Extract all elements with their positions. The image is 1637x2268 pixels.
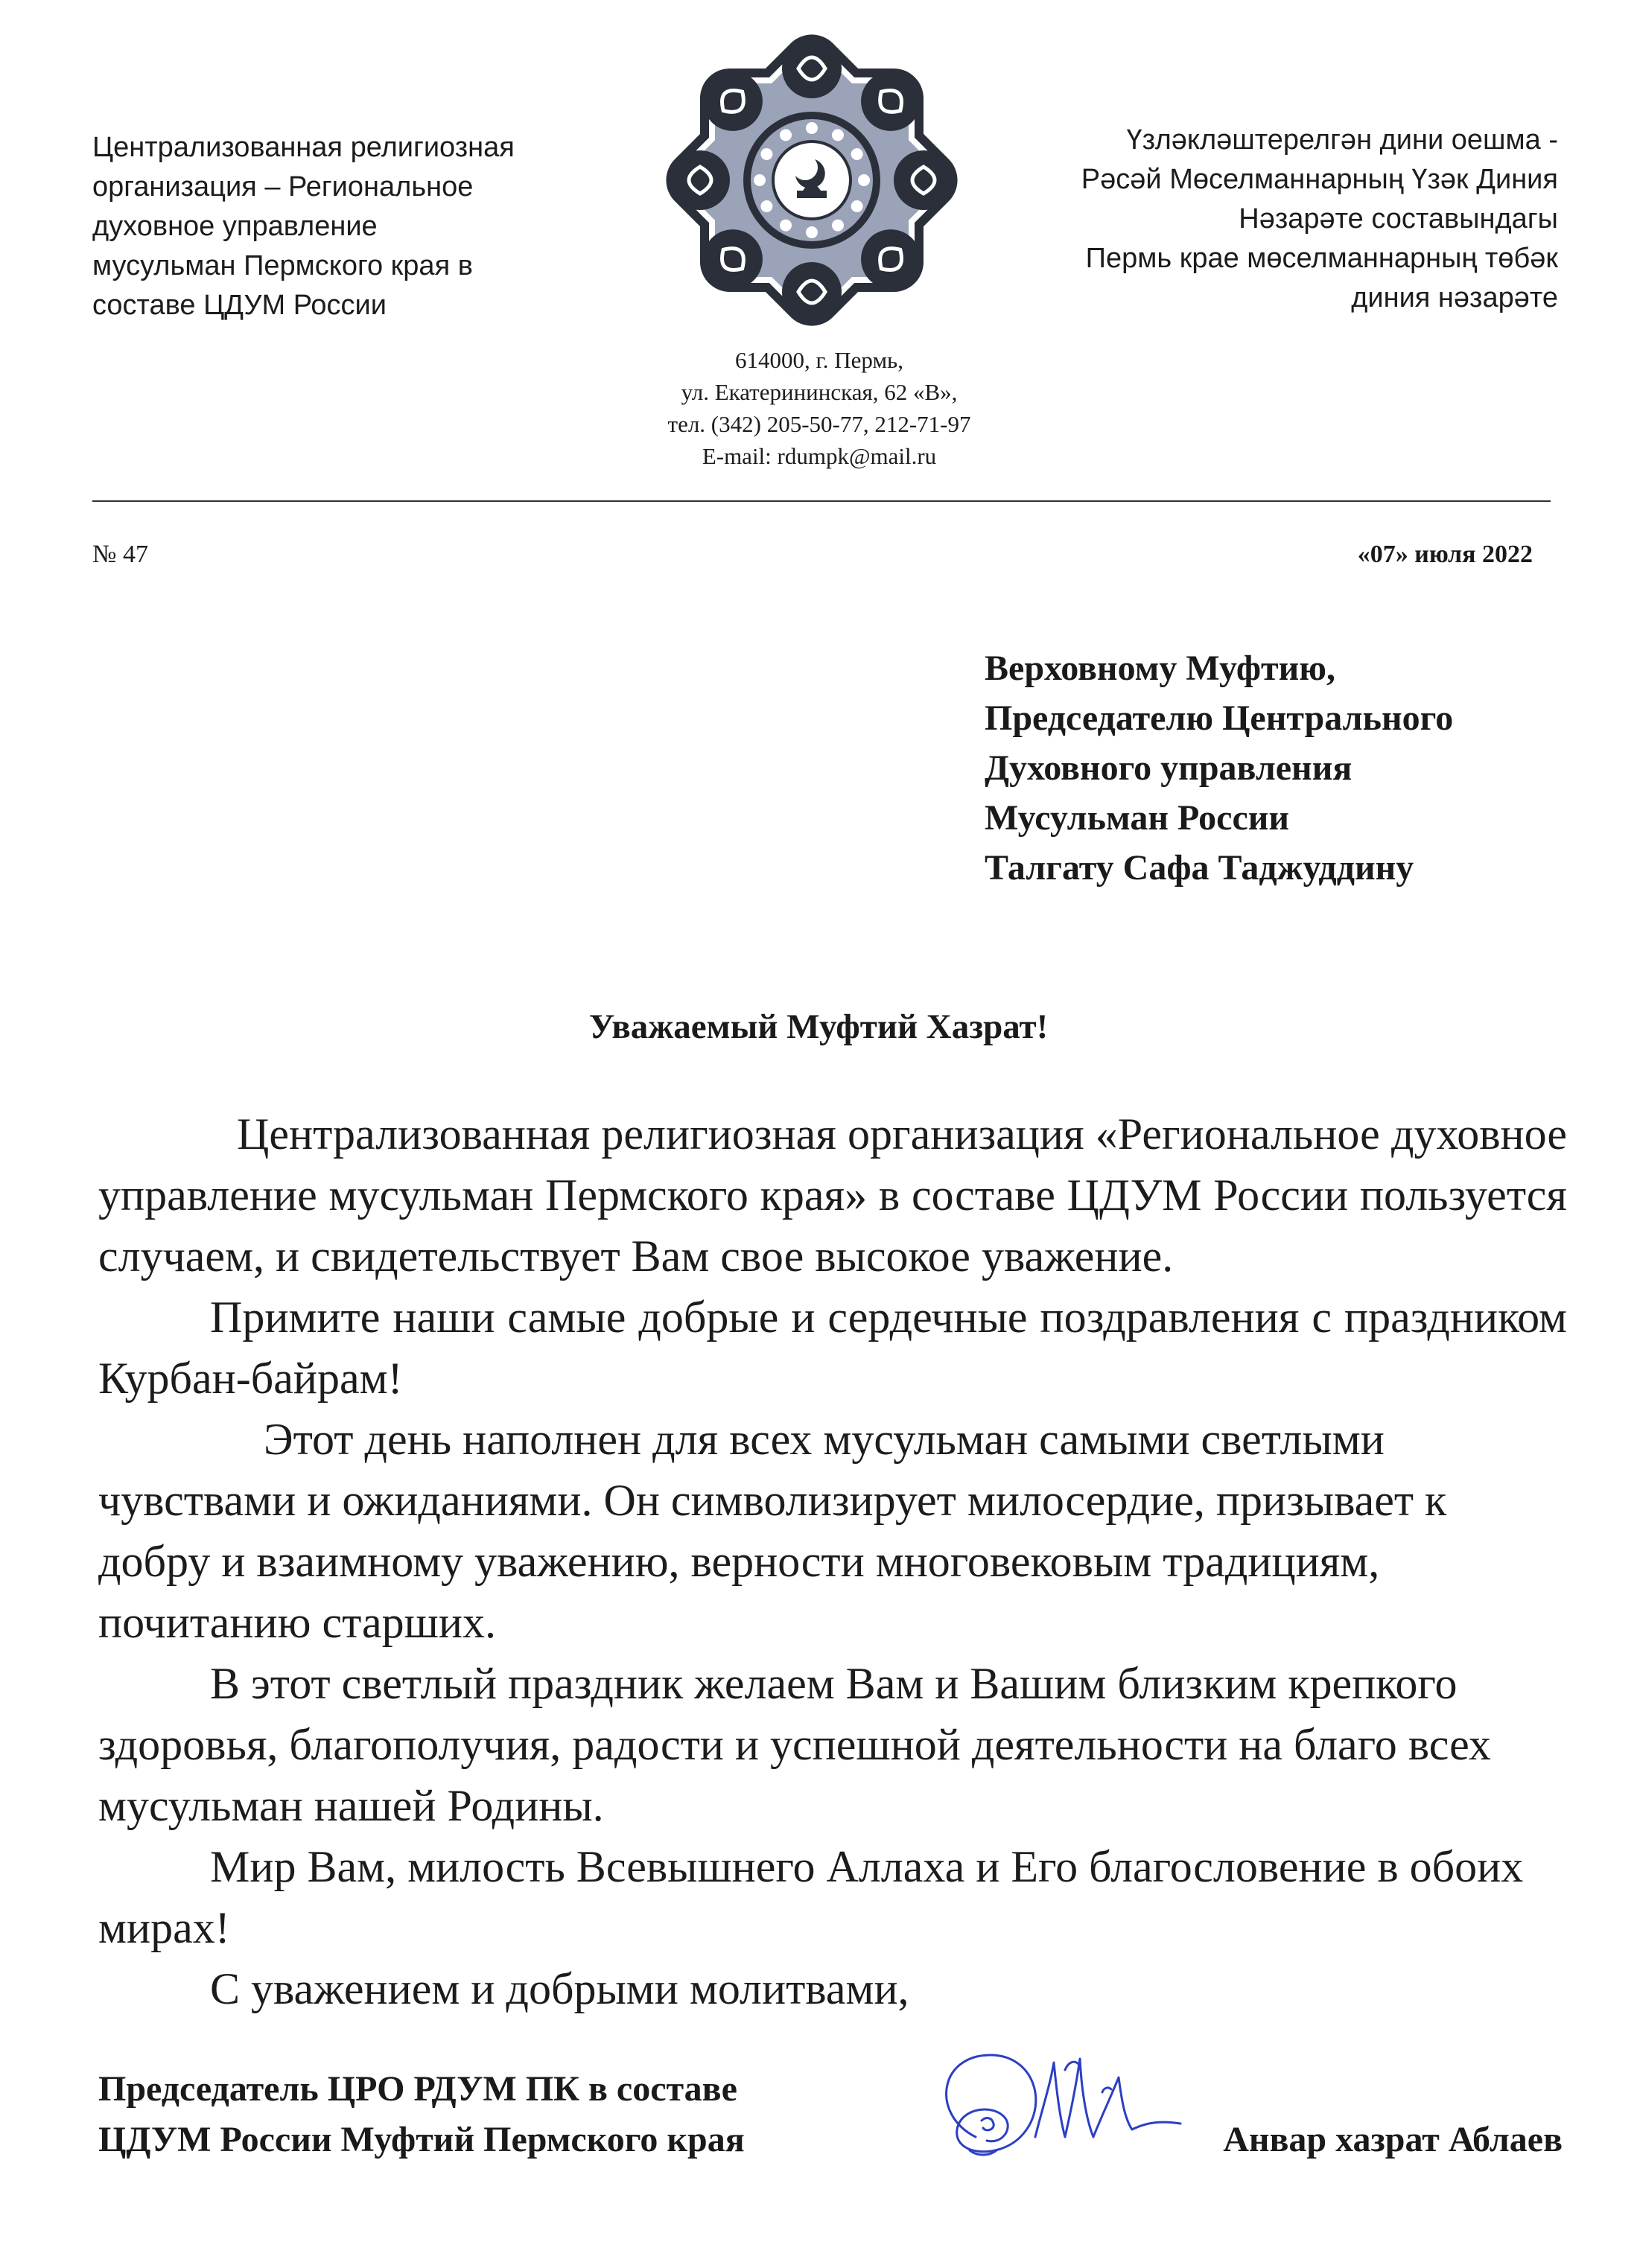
addressee-line: Председателю Центрального bbox=[985, 698, 1454, 738]
org-line: диния нәзарәте bbox=[1351, 282, 1558, 313]
addressee-line: Мусульман России bbox=[985, 798, 1290, 838]
address-line: тел. (342) 205-50-77, 212-71-97 bbox=[667, 411, 971, 437]
address-line: 614000, г. Пермь, bbox=[735, 347, 903, 373]
header-divider bbox=[92, 500, 1551, 502]
signer-title-line: Председатель ЦРО РДУМ ПК в составе bbox=[98, 2069, 737, 2109]
signer-title-line: ЦДУМ России Муфтий Пермского края bbox=[98, 2120, 745, 2159]
addressee-line: Верховному Муфтию, bbox=[985, 649, 1335, 688]
org-line: Централизованная религиозная bbox=[92, 132, 515, 163]
body-paragraph: Этот день наполнен для всех мусульман самыми светлыми чувствами и ожиданиями. Он символизирует милосердие, призывает к добру и взаимному уважению, верности многовековым традициям, почитанию старших. bbox=[98, 1415, 1447, 1647]
salutation: Уважаемый Муфтий Хазрат! bbox=[588, 1007, 1049, 1046]
org-line: организация – Региональное bbox=[92, 171, 474, 203]
body-paragraph: В этот светлый праздник желаем Вам и Вашим близким крепкого здоровья, благополучия, радости и успешной деятельности на благо всех мусульман нашей Родины. bbox=[98, 1659, 1491, 1830]
body-paragraph: Примите наши самые добрые и сердечные поздравления с праздником Курбан-байрам! bbox=[98, 1293, 1567, 1403]
organization-name-russian bbox=[92, 128, 614, 325]
org-line: Үзләкләштерелгән дини оешма - bbox=[1126, 124, 1558, 156]
closing-line: С уважением и добрыми молитвами, bbox=[210, 1964, 909, 2013]
signer-title bbox=[98, 2064, 745, 2165]
document-date: «07» июля 2022 bbox=[1357, 541, 1533, 568]
org-line: Рәсәй Мөселманнарның Үзәк Диния bbox=[1081, 164, 1558, 195]
addressee-line: Талгату Сафа Таджуддину bbox=[985, 848, 1414, 888]
addressee-block bbox=[985, 643, 1453, 893]
address-line: ул. Екатерининская, 62 «В», bbox=[681, 379, 958, 405]
signer-name: Анвар хазрат Аблаев bbox=[1223, 2120, 1563, 2159]
address-line: E-mail: rdumpk@mail.ru bbox=[702, 443, 937, 469]
org-line: мусульман Пермского края в bbox=[92, 250, 473, 281]
organization-name-tatar bbox=[992, 121, 1558, 318]
handwritten-signature-icon bbox=[924, 2025, 1207, 2189]
octagonal-ornament-emblem-icon bbox=[655, 24, 968, 337]
letter-body bbox=[98, 1103, 1567, 2019]
addressee-line: Духовного управления bbox=[985, 748, 1352, 788]
org-line: Нәзарәте составындагы bbox=[1239, 203, 1558, 235]
org-line: составе ЦДУМ России bbox=[92, 290, 387, 321]
body-paragraph: Мир Вам, милость Всевышнего Аллаха и Его благословение в обоих мирах! bbox=[98, 1842, 1524, 1952]
org-line: Пермь крае мөселманнарның төбәк bbox=[1085, 243, 1558, 274]
organization-address bbox=[566, 344, 1072, 472]
org-line: духовное управление bbox=[92, 211, 378, 242]
body-paragraph: Централизованная религиозная организация «Региональное духовное управление мусульман Пермского края» в составе ЦДУМ России пользуется случаем, и свидетельствует Вам свое высокое уважение. bbox=[98, 1109, 1567, 1281]
document-number: № 47 bbox=[92, 541, 148, 568]
